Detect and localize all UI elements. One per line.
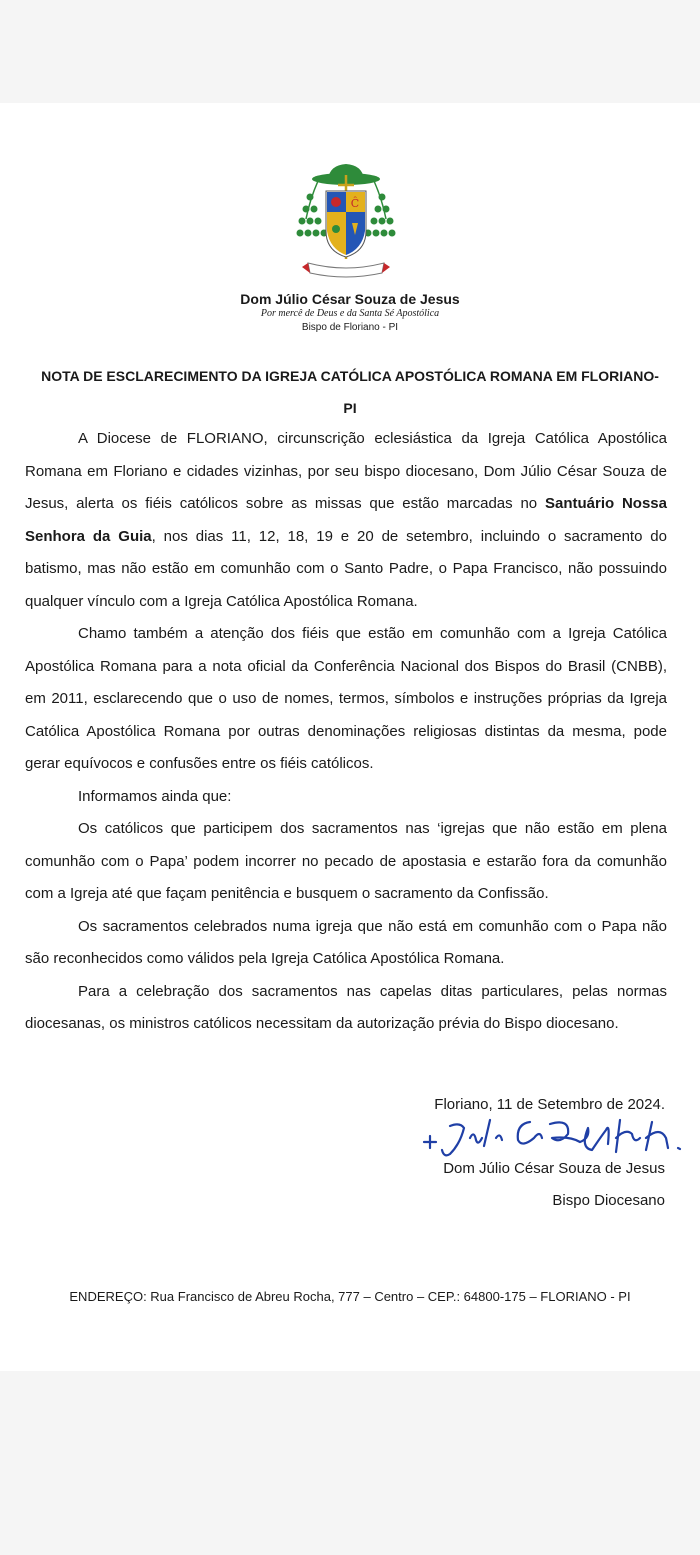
footer-address: ENDEREÇO: Rua Francisco de Abreu Rocha, 777 – Centro – CEP.: 64800-175 – FLORIANO - PI <box>69 1289 631 1304</box>
document-body <box>25 423 667 1041</box>
bishop-place: Bispo de Floriano - PI <box>301 322 399 333</box>
signer-title: Bispo Diocesano <box>552 1192 665 1209</box>
paragraph-4: Os católicos que participem dos sacramentos nas ‘igrejas que não estão em plena comunhão com o Papa’ podem incorrer no pecado de apostasia e estarão fora da comunhão com a Igreja até que façam penitência e busquem o sacramento da Confissão. <box>25 820 667 902</box>
place-date: Floriano, 11 de Setembro de 2024. <box>434 1096 665 1113</box>
paragraph-5: Os sacramentos celebrados numa igreja que não está em comunhão com o Papa não são reconhecidos como válidos pela Igreja Católica Apostólica Romana. <box>25 917 667 967</box>
paragraph-1-part-a: A Diocese de FLORIANO, circunscrição eclesiástica da Igreja Católica Apostólica Romana em Floriano e cidades vizinhas, por seu bispo diocesano, Dom Júlio César Souza de Jesus, alerta os fiéis católicos sobre as missas que estão marcadas no <box>25 430 667 512</box>
svg-text:Ĉ: Ĉ <box>350 197 360 210</box>
document-page <box>0 103 700 1371</box>
paragraph-6: Para a celebração dos sacramentos nas capelas ditas particulares, pelas normas diocesanas, os ministros católicos necessitam da autorização prévia do Bispo diocesano. <box>25 982 667 1032</box>
document-title: NOTA DE ESCLARECIMENTO DA IGREJA CATÓLICA APOSTÓLICA ROMANA EM FLORIANO-PI <box>41 368 659 416</box>
signer-name: Dom Júlio César Souza de Jesus <box>443 1160 665 1177</box>
paragraph-2: Chamo também a atenção dos fiéis que estão em comunhão com a Igreja Católica Apostólica Romana para a nota oficial da Conferência Nacional dos Bispos do Brasil (CNBB), em 2011, esclarecendo que o uso de nomes, termos, símbolos e instruções próprias da Igreja Católica Apostólica Romana por outras denominações religiosas distintas da mesma, pode gerar equívocos e confusões entre os fiéis católicos. <box>25 625 667 772</box>
bishop-name: Dom Júlio César Souza de Jesus <box>240 291 460 307</box>
paragraph-1 <box>25 423 667 618</box>
handwritten-signature <box>420 1108 690 1160</box>
paragraph-1-part-b: , nos dias 11, 12, 18, 19 e 20 de setembro, incluindo o sacramento do batismo, mas não estão em comunhão com o Santo Padre, o Papa Francisco, não possuindo qualquer vínculo com a Igreja Católica Apostólica Romana. <box>25 527 667 610</box>
sanctuary-name: Santuário Nossa Senhora da Guia <box>25 495 667 545</box>
coat-of-arms-icon <box>296 159 396 283</box>
paragraph-3: Informamos ainda que: <box>78 787 232 805</box>
bishop-subtitle: Por mercê de Deus e da Santa Sé Apostólica <box>260 308 440 319</box>
